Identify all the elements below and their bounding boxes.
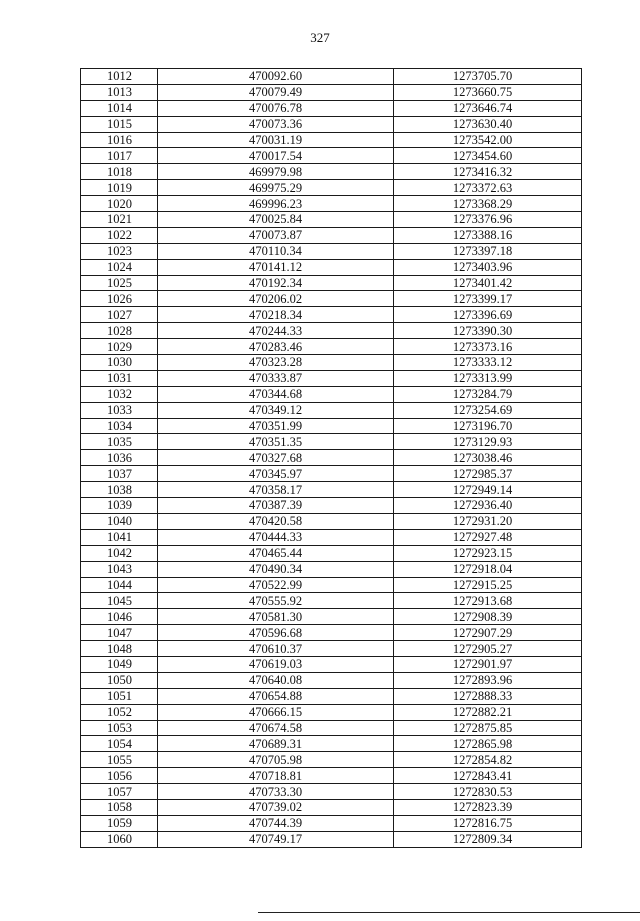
point-number-cell: 1023 bbox=[81, 243, 158, 259]
y-coordinate-cell: 1272931.20 bbox=[394, 513, 582, 529]
point-number-cell: 1019 bbox=[81, 180, 158, 196]
point-number-cell: 1050 bbox=[81, 672, 158, 688]
x-coordinate-cell: 470420.58 bbox=[158, 513, 394, 529]
y-coordinate-cell: 1273372.63 bbox=[394, 180, 582, 196]
x-coordinate-cell: 470073.87 bbox=[158, 227, 394, 243]
point-number-cell: 1028 bbox=[81, 323, 158, 339]
table-row bbox=[81, 180, 582, 196]
table-row bbox=[81, 69, 582, 85]
y-coordinate-cell: 1273333.12 bbox=[394, 355, 582, 371]
table-row bbox=[81, 386, 582, 402]
x-coordinate-cell: 470581.30 bbox=[158, 609, 394, 625]
x-coordinate-cell: 470110.34 bbox=[158, 243, 394, 259]
x-coordinate-cell: 470244.33 bbox=[158, 323, 394, 339]
point-number-cell: 1018 bbox=[81, 164, 158, 180]
coordinate-table bbox=[80, 68, 582, 848]
x-coordinate-cell: 470283.46 bbox=[158, 339, 394, 355]
y-coordinate-cell: 1273388.16 bbox=[394, 227, 582, 243]
y-coordinate-cell: 1272936.40 bbox=[394, 498, 582, 514]
table-row bbox=[81, 243, 582, 259]
point-number-cell: 1040 bbox=[81, 513, 158, 529]
table-row bbox=[81, 815, 582, 831]
y-coordinate-cell: 1273705.70 bbox=[394, 69, 582, 85]
point-number-cell: 1025 bbox=[81, 275, 158, 291]
x-coordinate-cell: 470076.78 bbox=[158, 100, 394, 116]
x-coordinate-cell: 469996.23 bbox=[158, 196, 394, 212]
y-coordinate-cell: 1273254.69 bbox=[394, 402, 582, 418]
point-number-cell: 1042 bbox=[81, 545, 158, 561]
x-coordinate-cell: 470092.60 bbox=[158, 69, 394, 85]
table-row bbox=[81, 132, 582, 148]
table-row bbox=[81, 529, 582, 545]
y-coordinate-cell: 1272823.39 bbox=[394, 799, 582, 815]
x-coordinate-cell: 470351.99 bbox=[158, 418, 394, 434]
point-number-cell: 1026 bbox=[81, 291, 158, 307]
point-number-cell: 1027 bbox=[81, 307, 158, 323]
x-coordinate-cell: 470744.39 bbox=[158, 815, 394, 831]
table-row bbox=[81, 402, 582, 418]
table-row bbox=[81, 466, 582, 482]
table-row bbox=[81, 831, 582, 847]
table-row bbox=[81, 672, 582, 688]
table-row bbox=[81, 704, 582, 720]
table-row bbox=[81, 370, 582, 386]
x-coordinate-cell: 470749.17 bbox=[158, 831, 394, 847]
x-coordinate-cell: 470705.98 bbox=[158, 752, 394, 768]
y-coordinate-cell: 1272854.82 bbox=[394, 752, 582, 768]
point-number-cell: 1017 bbox=[81, 148, 158, 164]
point-number-cell: 1044 bbox=[81, 577, 158, 593]
point-number-cell: 1036 bbox=[81, 450, 158, 466]
point-number-cell: 1054 bbox=[81, 736, 158, 752]
table-row bbox=[81, 768, 582, 784]
x-coordinate-cell: 470444.33 bbox=[158, 529, 394, 545]
y-coordinate-cell: 1272901.97 bbox=[394, 656, 582, 672]
table-row bbox=[81, 752, 582, 768]
y-coordinate-cell: 1272830.53 bbox=[394, 784, 582, 800]
point-number-cell: 1014 bbox=[81, 100, 158, 116]
point-number-cell: 1033 bbox=[81, 402, 158, 418]
y-coordinate-cell: 1273401.42 bbox=[394, 275, 582, 291]
table-row bbox=[81, 418, 582, 434]
y-coordinate-cell: 1272927.48 bbox=[394, 529, 582, 545]
x-coordinate-cell: 470351.35 bbox=[158, 434, 394, 450]
y-coordinate-cell: 1273038.46 bbox=[394, 450, 582, 466]
point-number-cell: 1058 bbox=[81, 799, 158, 815]
point-number-cell: 1053 bbox=[81, 720, 158, 736]
y-coordinate-cell: 1273284.79 bbox=[394, 386, 582, 402]
x-coordinate-cell: 470349.12 bbox=[158, 402, 394, 418]
x-coordinate-cell: 470610.37 bbox=[158, 641, 394, 657]
table-row bbox=[81, 545, 582, 561]
table-row bbox=[81, 164, 582, 180]
y-coordinate-cell: 1273396.69 bbox=[394, 307, 582, 323]
y-coordinate-cell: 1273373.16 bbox=[394, 339, 582, 355]
table-row bbox=[81, 84, 582, 100]
point-number-cell: 1049 bbox=[81, 656, 158, 672]
bottom-rule bbox=[258, 912, 640, 913]
point-number-cell: 1016 bbox=[81, 132, 158, 148]
x-coordinate-cell: 470079.49 bbox=[158, 84, 394, 100]
x-coordinate-cell: 470141.12 bbox=[158, 259, 394, 275]
x-coordinate-cell: 470733.30 bbox=[158, 784, 394, 800]
point-number-cell: 1047 bbox=[81, 625, 158, 641]
x-coordinate-cell: 470327.68 bbox=[158, 450, 394, 466]
x-coordinate-cell: 470465.44 bbox=[158, 545, 394, 561]
y-coordinate-cell: 1272923.15 bbox=[394, 545, 582, 561]
x-coordinate-cell: 470619.03 bbox=[158, 656, 394, 672]
table-row bbox=[81, 641, 582, 657]
table-row bbox=[81, 720, 582, 736]
point-number-cell: 1056 bbox=[81, 768, 158, 784]
y-coordinate-cell: 1272882.21 bbox=[394, 704, 582, 720]
x-coordinate-cell: 470218.34 bbox=[158, 307, 394, 323]
x-coordinate-cell: 470739.02 bbox=[158, 799, 394, 815]
y-coordinate-cell: 1272908.39 bbox=[394, 609, 582, 625]
x-coordinate-cell: 470596.68 bbox=[158, 625, 394, 641]
point-number-cell: 1034 bbox=[81, 418, 158, 434]
table-row bbox=[81, 307, 582, 323]
table-row bbox=[81, 656, 582, 672]
x-coordinate-cell: 470206.02 bbox=[158, 291, 394, 307]
y-coordinate-cell: 1272843.41 bbox=[394, 768, 582, 784]
table-row bbox=[81, 100, 582, 116]
x-coordinate-cell: 470073.36 bbox=[158, 116, 394, 132]
x-coordinate-cell: 470192.34 bbox=[158, 275, 394, 291]
x-coordinate-cell: 470358.17 bbox=[158, 482, 394, 498]
x-coordinate-cell: 470333.87 bbox=[158, 370, 394, 386]
table-row bbox=[81, 577, 582, 593]
x-coordinate-cell: 470718.81 bbox=[158, 768, 394, 784]
y-coordinate-cell: 1273454.60 bbox=[394, 148, 582, 164]
y-coordinate-cell: 1273660.75 bbox=[394, 84, 582, 100]
y-coordinate-cell: 1273416.32 bbox=[394, 164, 582, 180]
table-row bbox=[81, 291, 582, 307]
x-coordinate-cell: 470689.31 bbox=[158, 736, 394, 752]
x-coordinate-cell: 469979.98 bbox=[158, 164, 394, 180]
point-number-cell: 1037 bbox=[81, 466, 158, 482]
y-coordinate-cell: 1272905.27 bbox=[394, 641, 582, 657]
point-number-cell: 1059 bbox=[81, 815, 158, 831]
x-coordinate-cell: 470522.99 bbox=[158, 577, 394, 593]
point-number-cell: 1043 bbox=[81, 561, 158, 577]
table-row bbox=[81, 736, 582, 752]
table-row bbox=[81, 625, 582, 641]
point-number-cell: 1045 bbox=[81, 593, 158, 609]
y-coordinate-cell: 1273397.18 bbox=[394, 243, 582, 259]
table-row bbox=[81, 196, 582, 212]
point-number-cell: 1046 bbox=[81, 609, 158, 625]
y-coordinate-cell: 1273646.74 bbox=[394, 100, 582, 116]
table-row bbox=[81, 339, 582, 355]
point-number-cell: 1013 bbox=[81, 84, 158, 100]
y-coordinate-cell: 1272913.68 bbox=[394, 593, 582, 609]
y-coordinate-cell: 1273542.00 bbox=[394, 132, 582, 148]
y-coordinate-cell: 1272888.33 bbox=[394, 688, 582, 704]
table-row bbox=[81, 609, 582, 625]
table-row bbox=[81, 498, 582, 514]
y-coordinate-cell: 1272915.25 bbox=[394, 577, 582, 593]
x-coordinate-cell: 470490.34 bbox=[158, 561, 394, 577]
point-number-cell: 1020 bbox=[81, 196, 158, 212]
table-row bbox=[81, 561, 582, 577]
table-row bbox=[81, 450, 582, 466]
y-coordinate-cell: 1273368.29 bbox=[394, 196, 582, 212]
x-coordinate-cell: 470345.97 bbox=[158, 466, 394, 482]
point-number-cell: 1035 bbox=[81, 434, 158, 450]
table-row bbox=[81, 688, 582, 704]
x-coordinate-cell: 470555.92 bbox=[158, 593, 394, 609]
y-coordinate-cell: 1272875.85 bbox=[394, 720, 582, 736]
point-number-cell: 1060 bbox=[81, 831, 158, 847]
y-coordinate-cell: 1272985.37 bbox=[394, 466, 582, 482]
x-coordinate-cell: 470666.15 bbox=[158, 704, 394, 720]
table-row bbox=[81, 513, 582, 529]
x-coordinate-cell: 470017.54 bbox=[158, 148, 394, 164]
x-coordinate-cell: 470323.28 bbox=[158, 355, 394, 371]
table-row bbox=[81, 259, 582, 275]
y-coordinate-cell: 1272907.29 bbox=[394, 625, 582, 641]
y-coordinate-cell: 1273399.17 bbox=[394, 291, 582, 307]
table-row bbox=[81, 482, 582, 498]
point-number-cell: 1057 bbox=[81, 784, 158, 800]
point-number-cell: 1015 bbox=[81, 116, 158, 132]
table-row bbox=[81, 799, 582, 815]
point-number-cell: 1032 bbox=[81, 386, 158, 402]
point-number-cell: 1021 bbox=[81, 212, 158, 228]
table-row bbox=[81, 227, 582, 243]
y-coordinate-cell: 1273313.99 bbox=[394, 370, 582, 386]
y-coordinate-cell: 1272949.14 bbox=[394, 482, 582, 498]
y-coordinate-cell: 1273403.96 bbox=[394, 259, 582, 275]
table-row bbox=[81, 275, 582, 291]
point-number-cell: 1055 bbox=[81, 752, 158, 768]
y-coordinate-cell: 1272918.04 bbox=[394, 561, 582, 577]
y-coordinate-cell: 1273390.30 bbox=[394, 323, 582, 339]
point-number-cell: 1030 bbox=[81, 355, 158, 371]
y-coordinate-cell: 1273630.40 bbox=[394, 116, 582, 132]
table-row bbox=[81, 323, 582, 339]
x-coordinate-cell: 470674.58 bbox=[158, 720, 394, 736]
point-number-cell: 1048 bbox=[81, 641, 158, 657]
table-row bbox=[81, 148, 582, 164]
point-number-cell: 1022 bbox=[81, 227, 158, 243]
point-number-cell: 1038 bbox=[81, 482, 158, 498]
y-coordinate-cell: 1273129.93 bbox=[394, 434, 582, 450]
table-row bbox=[81, 434, 582, 450]
coordinate-table-body bbox=[81, 69, 582, 848]
point-number-cell: 1024 bbox=[81, 259, 158, 275]
table-row bbox=[81, 212, 582, 228]
y-coordinate-cell: 1272809.34 bbox=[394, 831, 582, 847]
x-coordinate-cell: 470025.84 bbox=[158, 212, 394, 228]
y-coordinate-cell: 1272816.75 bbox=[394, 815, 582, 831]
x-coordinate-cell: 470387.39 bbox=[158, 498, 394, 514]
x-coordinate-cell: 470031.19 bbox=[158, 132, 394, 148]
y-coordinate-cell: 1273196.70 bbox=[394, 418, 582, 434]
point-number-cell: 1031 bbox=[81, 370, 158, 386]
table-row bbox=[81, 355, 582, 371]
x-coordinate-cell: 470640.08 bbox=[158, 672, 394, 688]
table-row bbox=[81, 593, 582, 609]
x-coordinate-cell: 470344.68 bbox=[158, 386, 394, 402]
point-number-cell: 1041 bbox=[81, 529, 158, 545]
point-number-cell: 1051 bbox=[81, 688, 158, 704]
table-row bbox=[81, 784, 582, 800]
point-number-cell: 1039 bbox=[81, 498, 158, 514]
y-coordinate-cell: 1272865.98 bbox=[394, 736, 582, 752]
point-number-cell: 1029 bbox=[81, 339, 158, 355]
x-coordinate-cell: 470654.88 bbox=[158, 688, 394, 704]
y-coordinate-cell: 1272893.96 bbox=[394, 672, 582, 688]
table-row bbox=[81, 116, 582, 132]
x-coordinate-cell: 469975.29 bbox=[158, 180, 394, 196]
page-number: 327 bbox=[310, 30, 330, 45]
point-number-cell: 1012 bbox=[81, 69, 158, 85]
point-number-cell: 1052 bbox=[81, 704, 158, 720]
y-coordinate-cell: 1273376.96 bbox=[394, 212, 582, 228]
